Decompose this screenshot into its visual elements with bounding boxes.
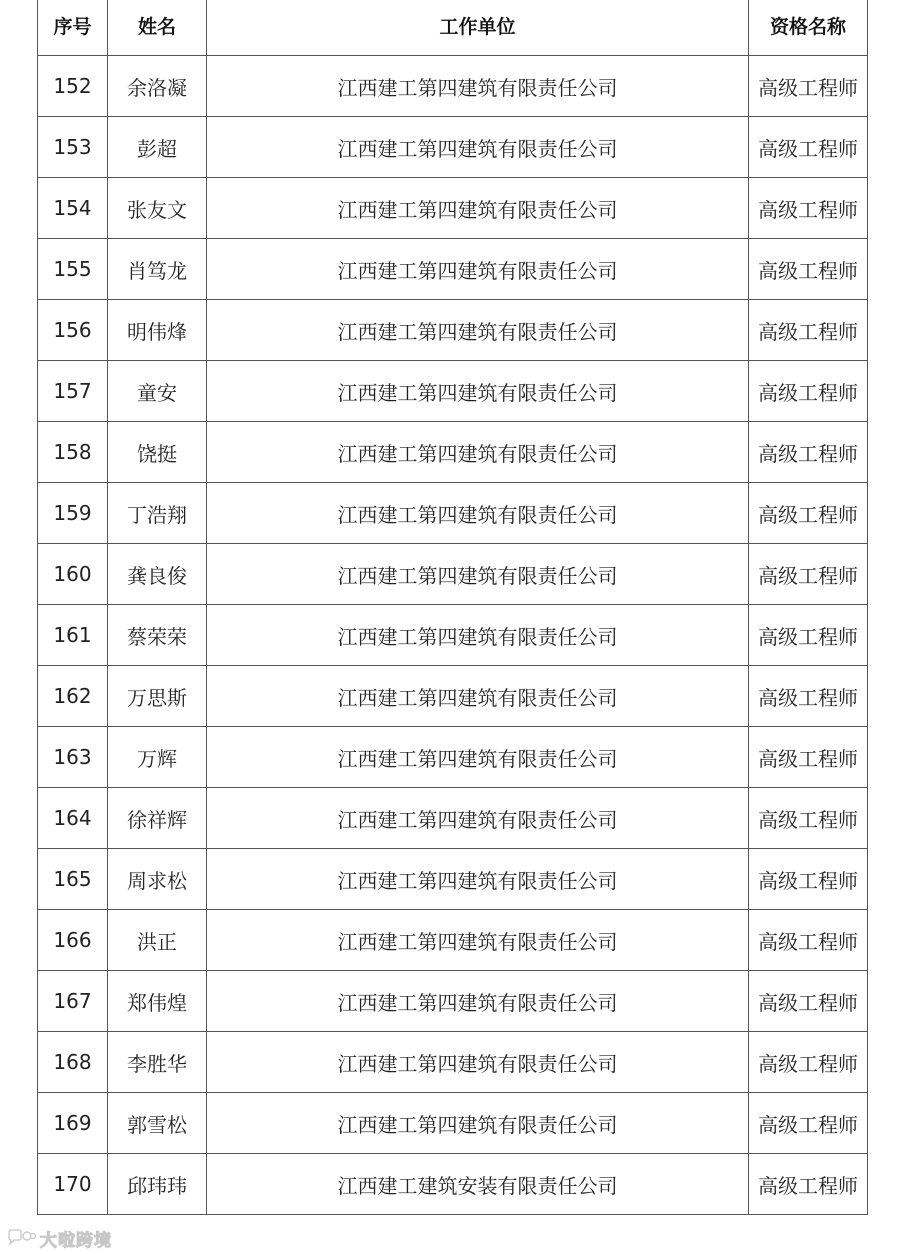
table-row (38, 1154, 868, 1215)
cell-qualification: 高级工程师 (749, 727, 868, 788)
cell-serial-number: 157 (38, 361, 108, 422)
cell-qualification: 高级工程师 (749, 849, 868, 910)
cell-name: 彭超 (108, 117, 207, 178)
cell-work-unit: 江西建工第四建筑有限责任公司 (207, 788, 749, 849)
table-row (38, 483, 868, 544)
cell-qualification: 高级工程师 (749, 605, 868, 666)
table-row (38, 666, 868, 727)
table-row (38, 300, 868, 361)
cell-name: 明伟烽 (108, 300, 207, 361)
cell-serial-number: 154 (38, 178, 108, 239)
cell-qualification: 高级工程师 (749, 483, 868, 544)
cell-work-unit: 江西建工建筑安装有限责任公司 (207, 1154, 749, 1215)
cell-qualification: 高级工程师 (749, 971, 868, 1032)
cell-qualification: 高级工程师 (749, 788, 868, 849)
table-row (38, 544, 868, 605)
cell-serial-number: 159 (38, 483, 108, 544)
watermark-text: 大啦跨境 (40, 1230, 112, 1251)
cell-name: 洪正 (108, 910, 207, 971)
cell-name: 饶挺 (108, 422, 207, 483)
table-row (38, 422, 868, 483)
cell-qualification: 高级工程师 (749, 239, 868, 300)
cell-work-unit: 江西建工第四建筑有限责任公司 (207, 300, 749, 361)
cell-work-unit: 江西建工第四建筑有限责任公司 (207, 666, 749, 727)
cell-serial-number: 152 (38, 56, 108, 117)
header-work-unit: 工作单位 (207, 0, 749, 56)
cell-work-unit: 江西建工第四建筑有限责任公司 (207, 178, 749, 239)
table-row (38, 1032, 868, 1093)
cell-name: 张友文 (108, 178, 207, 239)
cell-name: 万辉 (108, 727, 207, 788)
cell-work-unit: 江西建工第四建筑有限责任公司 (207, 56, 749, 117)
table-row (38, 239, 868, 300)
cell-work-unit: 江西建工第四建筑有限责任公司 (207, 483, 749, 544)
table-row (38, 788, 868, 849)
cell-qualification: 高级工程师 (749, 1032, 868, 1093)
table-row (38, 361, 868, 422)
cell-name: 丁浩翔 (108, 483, 207, 544)
cell-qualification: 高级工程师 (749, 56, 868, 117)
cell-work-unit: 江西建工第四建筑有限责任公司 (207, 422, 749, 483)
cell-serial-number: 166 (38, 910, 108, 971)
cell-serial-number: 162 (38, 666, 108, 727)
table-header (38, 0, 868, 56)
cell-name: 龚良俊 (108, 544, 207, 605)
table-row (38, 971, 868, 1032)
table-row (38, 56, 868, 117)
table-row (38, 727, 868, 788)
cell-name: 周求松 (108, 849, 207, 910)
cell-qualification: 高级工程师 (749, 361, 868, 422)
cell-work-unit: 江西建工第四建筑有限责任公司 (207, 1093, 749, 1154)
roster-table (37, 0, 868, 1215)
cell-work-unit: 江西建工第四建筑有限责任公司 (207, 544, 749, 605)
cell-name: 余洛凝 (108, 56, 207, 117)
cell-work-unit: 江西建工第四建筑有限责任公司 (207, 971, 749, 1032)
cell-serial-number: 163 (38, 727, 108, 788)
table-row (38, 910, 868, 971)
cell-work-unit: 江西建工第四建筑有限责任公司 (207, 849, 749, 910)
speech-bubble-logo-icon (6, 1228, 36, 1248)
table-row (38, 178, 868, 239)
cell-serial-number: 168 (38, 1032, 108, 1093)
cell-qualification: 高级工程师 (749, 422, 868, 483)
cell-serial-number: 155 (38, 239, 108, 300)
watermark (6, 1226, 112, 1250)
header-serial-number: 序号 (38, 0, 108, 56)
cell-serial-number: 170 (38, 1154, 108, 1215)
cell-work-unit: 江西建工第四建筑有限责任公司 (207, 727, 749, 788)
cell-qualification: 高级工程师 (749, 666, 868, 727)
cell-work-unit: 江西建工第四建筑有限责任公司 (207, 605, 749, 666)
cell-work-unit: 江西建工第四建筑有限责任公司 (207, 117, 749, 178)
header-name: 姓名 (108, 0, 207, 56)
cell-serial-number: 161 (38, 605, 108, 666)
cell-name: 郭雪松 (108, 1093, 207, 1154)
cell-serial-number: 169 (38, 1093, 108, 1154)
cell-serial-number: 165 (38, 849, 108, 910)
cell-name: 郑伟煌 (108, 971, 207, 1032)
table-body (38, 56, 868, 1215)
cell-name: 童安 (108, 361, 207, 422)
cell-name: 肖笃龙 (108, 239, 207, 300)
table-row (38, 605, 868, 666)
qualification-roster (37, 0, 867, 1215)
cell-work-unit: 江西建工第四建筑有限责任公司 (207, 239, 749, 300)
cell-work-unit: 江西建工第四建筑有限责任公司 (207, 910, 749, 971)
cell-work-unit: 江西建工第四建筑有限责任公司 (207, 1032, 749, 1093)
cell-qualification: 高级工程师 (749, 117, 868, 178)
cell-name: 邱玮玮 (108, 1154, 207, 1215)
cell-work-unit: 江西建工第四建筑有限责任公司 (207, 361, 749, 422)
cell-qualification: 高级工程师 (749, 910, 868, 971)
table-row (38, 849, 868, 910)
cell-serial-number: 167 (38, 971, 108, 1032)
header-qualification: 资格名称 (749, 0, 868, 56)
cell-qualification: 高级工程师 (749, 544, 868, 605)
table-row (38, 117, 868, 178)
cell-serial-number: 153 (38, 117, 108, 178)
cell-qualification: 高级工程师 (749, 178, 868, 239)
cell-qualification: 高级工程师 (749, 1154, 868, 1215)
table-row (38, 1093, 868, 1154)
cell-serial-number: 160 (38, 544, 108, 605)
cell-serial-number: 156 (38, 300, 108, 361)
cell-serial-number: 164 (38, 788, 108, 849)
cell-qualification: 高级工程师 (749, 1093, 868, 1154)
cell-name: 蔡荣荣 (108, 605, 207, 666)
cell-name: 徐祥辉 (108, 788, 207, 849)
cell-name: 万思斯 (108, 666, 207, 727)
cell-qualification: 高级工程师 (749, 300, 868, 361)
header-row (38, 0, 868, 56)
cell-serial-number: 158 (38, 422, 108, 483)
cell-name: 李胜华 (108, 1032, 207, 1093)
